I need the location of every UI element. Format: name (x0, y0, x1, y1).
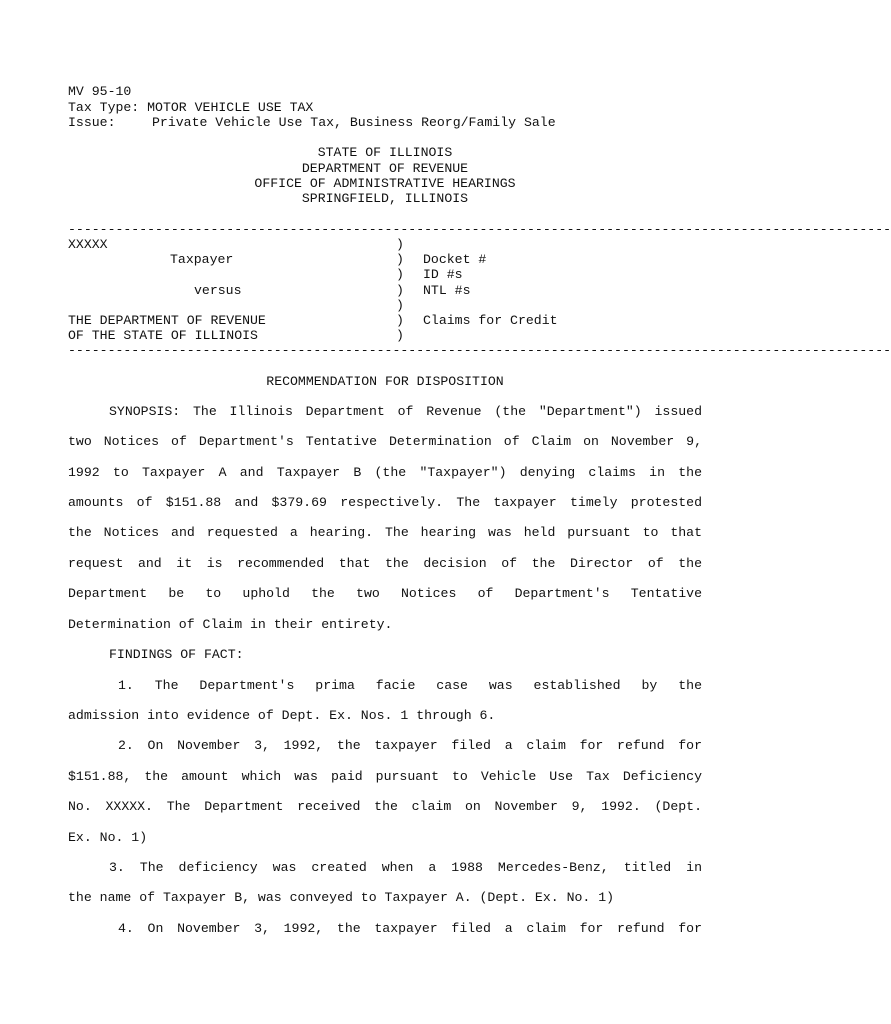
finding-line: Ex. No. 1) (68, 830, 148, 845)
synopsis-line: 1992 to Taxpayer A and Taxpayer B (the "Taxpayer") denying claims in the (68, 465, 702, 480)
taxpayer-label: Taxpayer (170, 252, 234, 267)
caption-paren: ) (396, 237, 404, 252)
respondent-line-1: THE DEPARTMENT OF REVENUE (68, 313, 266, 328)
agency-department: DEPARTMENT OF REVENUE (301, 161, 469, 176)
claims-type: Claims for Credit (423, 313, 558, 328)
finding-line: 1. The Department's prima facie case was established by the (118, 678, 702, 693)
caption-paren: ) (396, 267, 404, 282)
caption-rule-top: -------------------------------------------------------------------------------------------------------- (68, 222, 891, 237)
caption-paren: ) (396, 252, 404, 267)
taxpayer-name: XXXXX (68, 237, 108, 252)
finding-line: $151.88, the amount which was paid pursuant to Vehicle Use Tax Deficiency (68, 769, 702, 784)
synopsis-line: two Notices of Department's Tentative Determination of Claim on November 9, (68, 434, 702, 449)
finding-line: 3. The deficiency was created when a 1988 Mercedes-Benz, titled in (109, 860, 702, 875)
finding-line: admission into evidence of Dept. Ex. Nos. 1 through 6. (68, 708, 496, 723)
id-numbers: ID #s (423, 267, 463, 282)
finding-line: 4. On November 3, 1992, the taxpayer filed a claim for refund for (118, 921, 702, 936)
docket-number: Docket # (423, 252, 487, 267)
caption-paren: ) (396, 328, 404, 343)
agency-office: OFFICE OF ADMINISTRATIVE HEARINGS (254, 176, 516, 191)
finding-line: 2. On November 3, 1992, the taxpayer filed a claim for refund for (118, 738, 702, 753)
document-code: MV 95-10 (68, 84, 132, 99)
synopsis-line: Determination of Claim in their entirety. (68, 617, 393, 632)
document-title: RECOMMENDATION FOR DISPOSITION (266, 374, 504, 389)
finding-line: No. XXXXX. The Department received the claim on November 9, 1992. (Dept. (68, 799, 702, 814)
caption-rule-bottom: -------------------------------------------------------------------------------------------------------- (68, 343, 891, 358)
caption-paren: ) (396, 313, 404, 328)
tax-type-line: Tax Type: MOTOR VEHICLE USE TAX (68, 100, 314, 115)
issue-value: Private Vehicle Use Tax, Business Reorg/Family Sale (152, 115, 556, 130)
findings-heading: FINDINGS OF FACT: (109, 647, 244, 662)
synopsis-line: request and it is recommended that the decision of the Director of the (68, 556, 702, 571)
synopsis-line: Department be to uphold the two Notices of Department's Tentative (68, 586, 702, 601)
ntl-numbers: NTL #s (423, 283, 471, 298)
agency-city: SPRINGFIELD, ILLINOIS (301, 191, 469, 206)
caption-paren: ) (396, 283, 404, 298)
finding-line: the name of Taxpayer B, was conveyed to Taxpayer A. (Dept. Ex. No. 1) (68, 890, 615, 905)
synopsis-line: amounts of $151.88 and $379.69 respectively. The taxpayer timely protested (68, 495, 702, 510)
issue-label: Issue: (68, 115, 116, 130)
agency-state: STATE OF ILLINOIS (317, 145, 453, 160)
versus-label: versus (194, 283, 242, 298)
synopsis-line: the Notices and requested a hearing. The hearing was held pursuant to that (68, 525, 702, 540)
synopsis-line: SYNOPSIS: The Illinois Department of Revenue (the "Department") issued (109, 404, 702, 419)
respondent-line-2: OF THE STATE OF ILLINOIS (68, 328, 258, 343)
caption-paren: ) (396, 298, 404, 313)
